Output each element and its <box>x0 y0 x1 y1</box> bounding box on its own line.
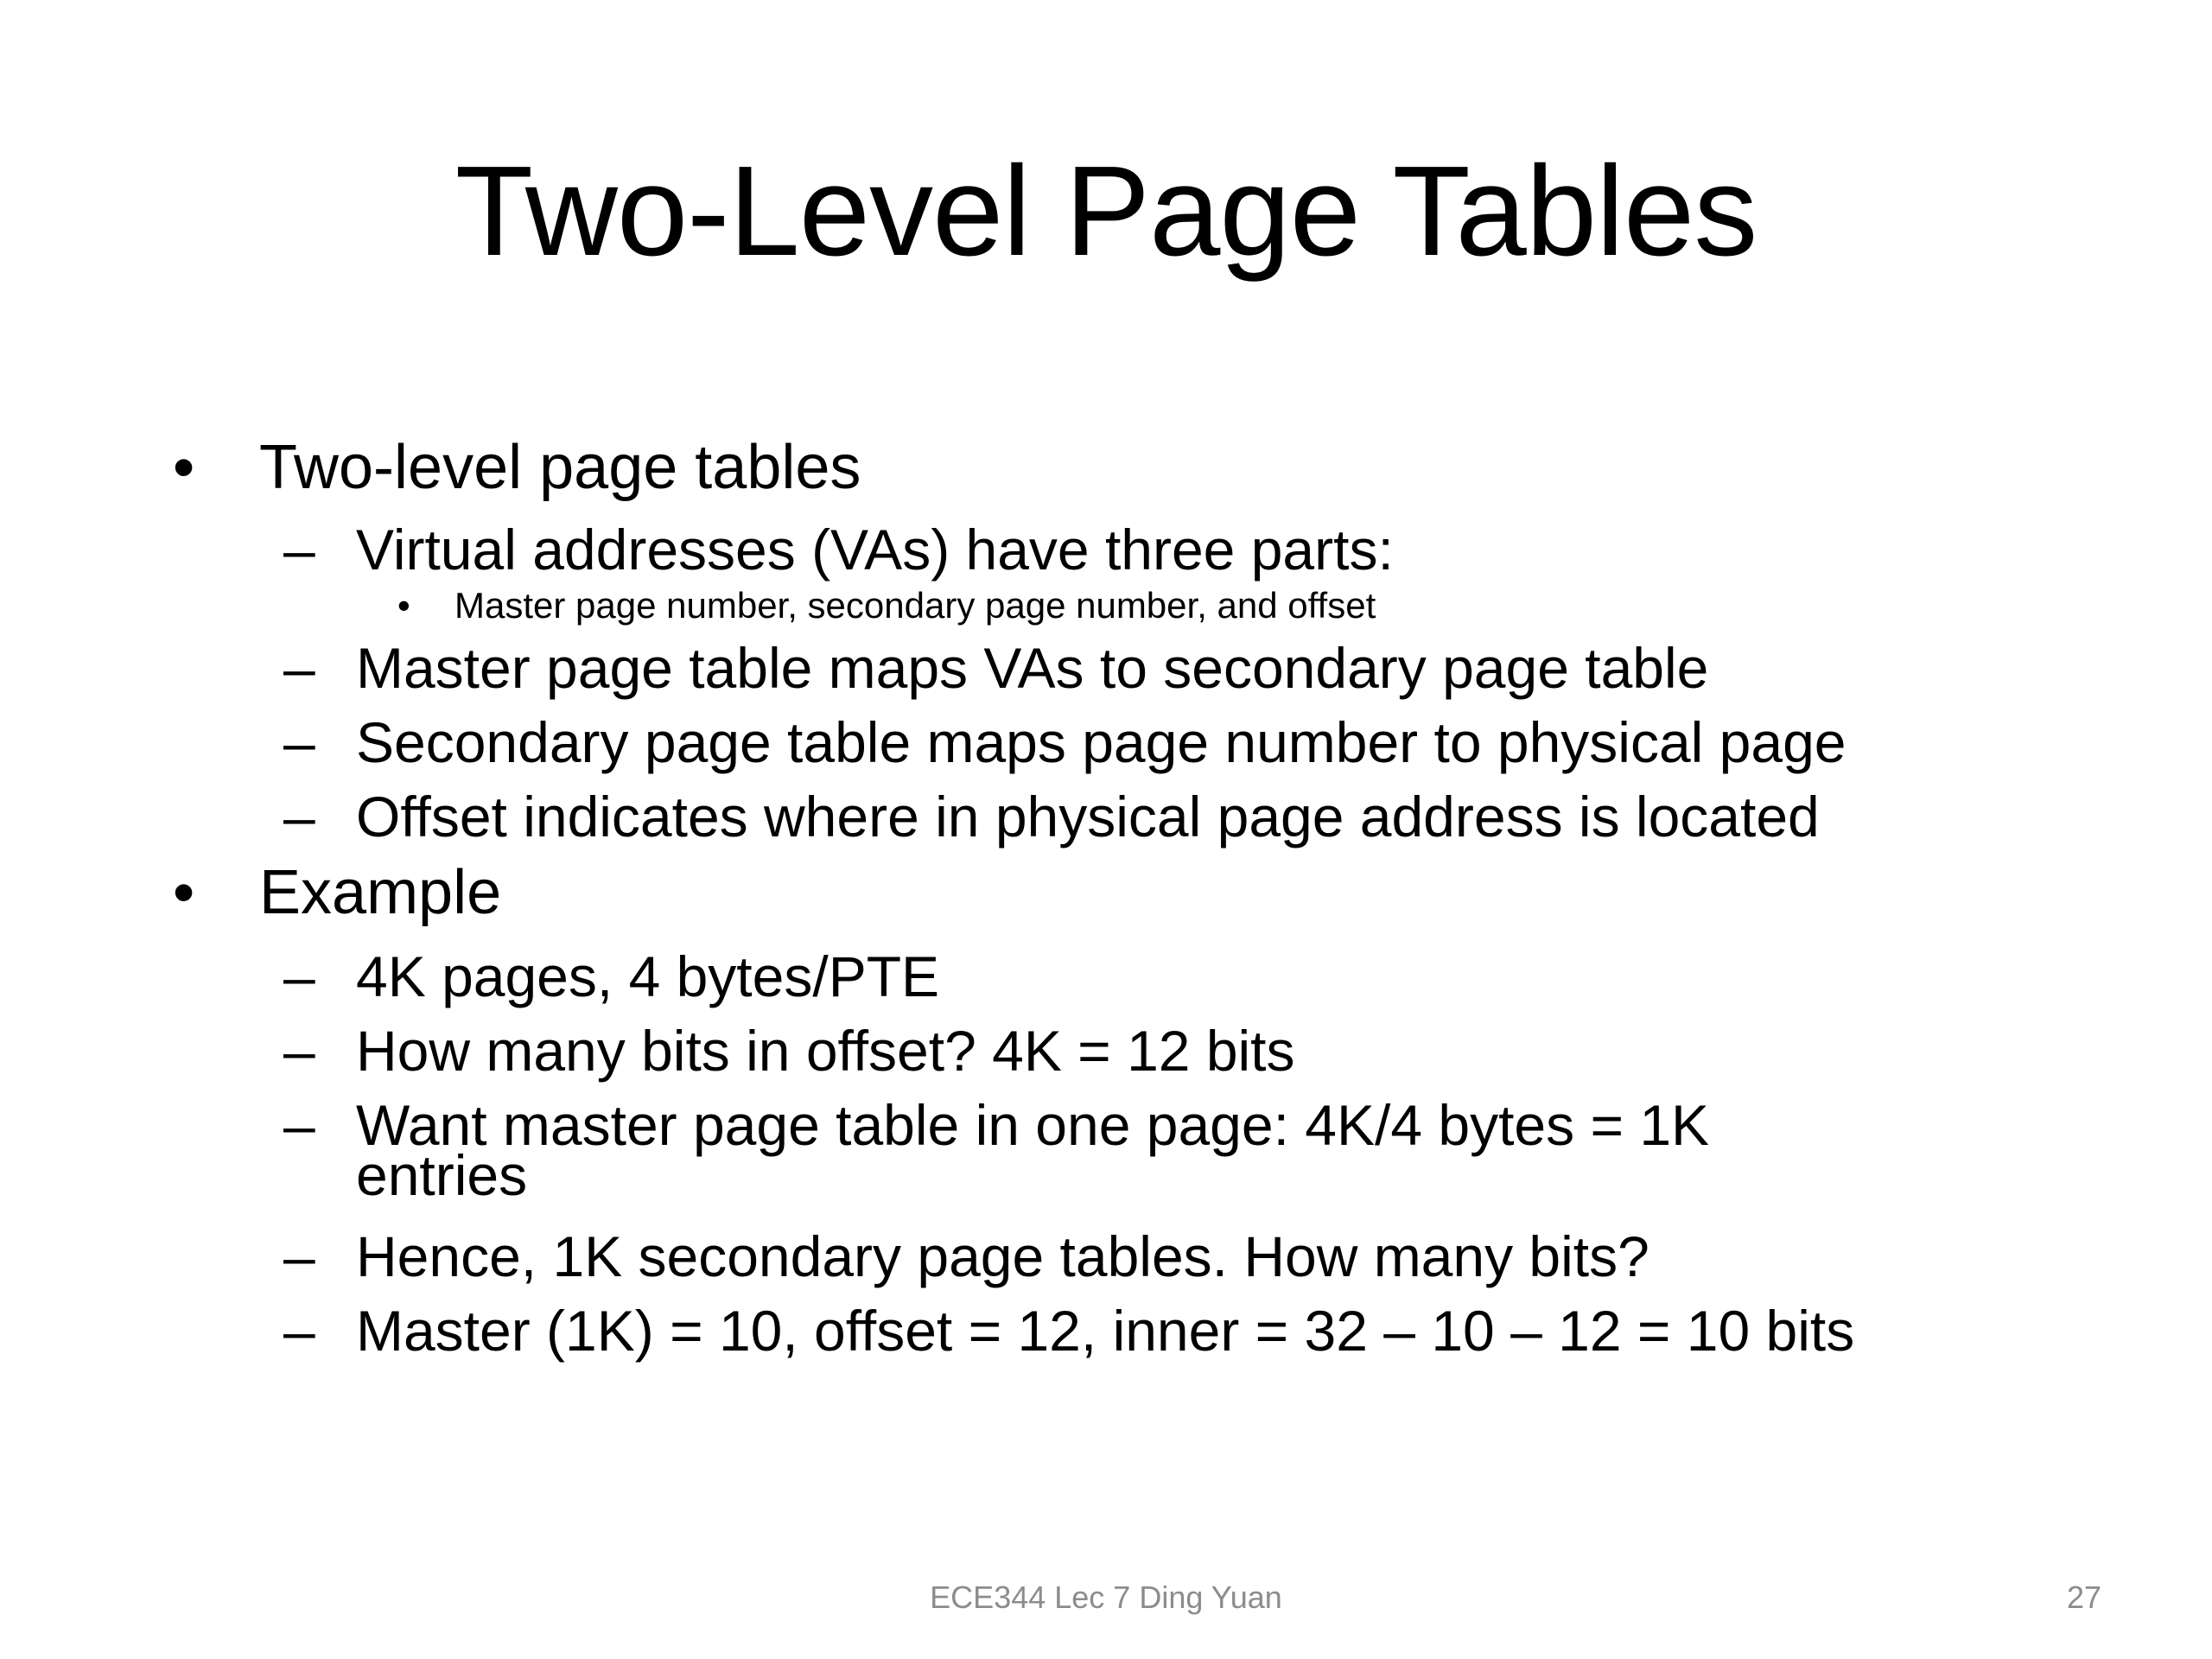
sub-sub-bullet-master-secondary-offset: Master page number, secondary page number, and offset <box>454 585 1376 626</box>
dash-marker: – <box>283 1019 315 1083</box>
dash-marker: – <box>283 518 315 582</box>
bullet-example: Example <box>259 858 502 927</box>
slide-title: Two-Level Page Tables <box>454 140 1758 283</box>
sub-bullet-4k-pages: 4K pages, 4 bytes/PTE <box>356 944 940 1008</box>
sub-bullet-virtual-addresses: Virtual addresses (VAs) have three parts: <box>356 518 1394 582</box>
sub-bullet-hence-1k-secondary: Hence, 1K secondary page tables. How many bits? <box>356 1224 1649 1288</box>
small-bullet-marker: • <box>397 585 410 626</box>
dash-marker: – <box>283 1224 315 1288</box>
sub-bullet-master-offset-inner: Master (1K) = 10, offset = 12, inner = 32 – 10 – 12 = 10 bits <box>356 1299 1855 1363</box>
sub-bullet-offset-indicates: Offset indicates where in physical page address is located <box>356 785 1820 849</box>
dash-marker: – <box>283 944 315 1008</box>
sub-bullet-bits-in-offset: How many bits in offset? 4K = 12 bits <box>356 1019 1295 1083</box>
bullet-marker: • <box>173 433 195 502</box>
dash-marker: – <box>283 1299 315 1363</box>
bullet-marker: • <box>173 858 195 927</box>
slide-number: 27 <box>2066 1580 2101 1615</box>
dash-marker: – <box>283 636 315 700</box>
bullet-two-level-page-tables: Two-level page tables <box>259 433 861 502</box>
sub-bullet-secondary-page-table-maps: Secondary page table maps page number to physical page <box>356 710 1847 774</box>
sub-bullet-want-master-page-table-continued: entries <box>356 1143 528 1207</box>
sub-bullet-want-master-page-table: Want master page table in one page: 4K/4 bytes = 1K <box>356 1093 1710 1157</box>
dash-marker: – <box>283 1093 315 1157</box>
dash-marker: – <box>283 710 315 774</box>
sub-bullet-master-page-table-maps: Master page table maps VAs to secondary page table <box>356 636 1709 700</box>
dash-marker: – <box>283 785 315 849</box>
footer-text: ECE344 Lec 7 Ding Yuan <box>930 1580 1282 1615</box>
